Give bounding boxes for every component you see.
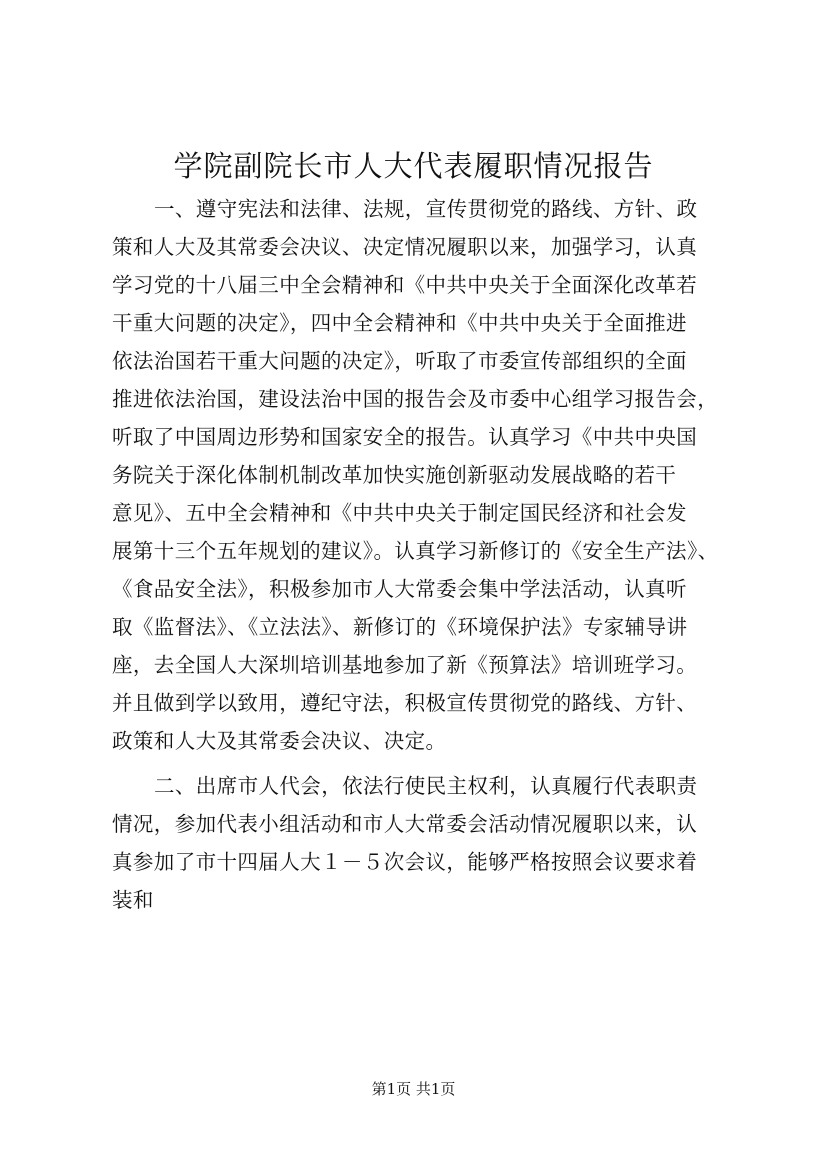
page-number-footer: 第1页 共1页 <box>371 1080 456 1098</box>
paragraph-1-line-12: 取《监督法》、《立法法》、新修订的《环境保护法》专家辅导讲 <box>112 615 688 639</box>
paragraph-1-line-10: 展第十三个五年规划的建议》。认真学习新修订的《安全生产法》、 <box>112 539 719 563</box>
paragraph-1-line-6: 推进依法治国，建设法治中国的报告会及市委中心组学习报告会， <box>112 387 719 411</box>
paragraph-1-line-3: 学习党的十八届三中全会精神和《中共中央关于全面深化改革若 <box>112 273 698 297</box>
paragraph-1-line-15: 政策和人大及其常委会决议、决定。 <box>112 729 447 753</box>
paragraph-1-line-13: 座，去全国人大深圳培训基地参加了新《预算法》培训班学习。 <box>112 653 698 677</box>
paragraph-1-line-2: 策和人大及其常委会决议、决定情况履职以来，加强学习，认真 <box>112 235 698 259</box>
paragraph-1-line-14: 并且做到学以致用，遵纪守法，积极宣传贯彻党的路线、方针、 <box>112 691 698 715</box>
document-title: 学院副院长市人大代表履职情况报告 <box>173 149 654 183</box>
paragraph-1-line-7: 听取了中国周边形势和国家安全的报告。认真学习《中共中央国 <box>112 425 698 449</box>
paragraph-2-line-2: 情况，参加代表小组活动和市人大常委会活动情况履职以来，认 <box>112 812 698 836</box>
document-body <box>112 190 752 919</box>
paragraph-1-line-5: 依法治国若干重大问题的决定》，听取了市委宣传部组织的全面 <box>112 349 687 373</box>
paragraph-1-line-1: 一、遵守宪法和法律、法规，宣传贯彻党的路线、方针、政 <box>154 197 698 221</box>
paragraph-2-line-1: 二、出席市人代会，依法行使民主权利，认真履行代表职责 <box>154 774 698 798</box>
paragraph-2-line-4: 装和 <box>112 888 154 912</box>
paragraph-1-line-8: 务院关于深化体制机制改革加快实施创新驱动发展战略的若干 <box>112 463 677 487</box>
paragraph-1-line-9: 意见》、五中全会精神和《中共中央关于制定国民经济和社会发 <box>112 501 687 525</box>
paragraph-1-line-4: 干重大问题的决定》，四中全会精神和《中共中央关于全面推进 <box>112 311 687 335</box>
paragraph-2-line-3: 真参加了市十四届人大１－５次会议，能够严格按照会议要求着 <box>112 850 698 874</box>
paragraph-1-line-11: 《食品安全法》，积极参加市人大常委会集中学法活动，认真听 <box>112 577 687 601</box>
